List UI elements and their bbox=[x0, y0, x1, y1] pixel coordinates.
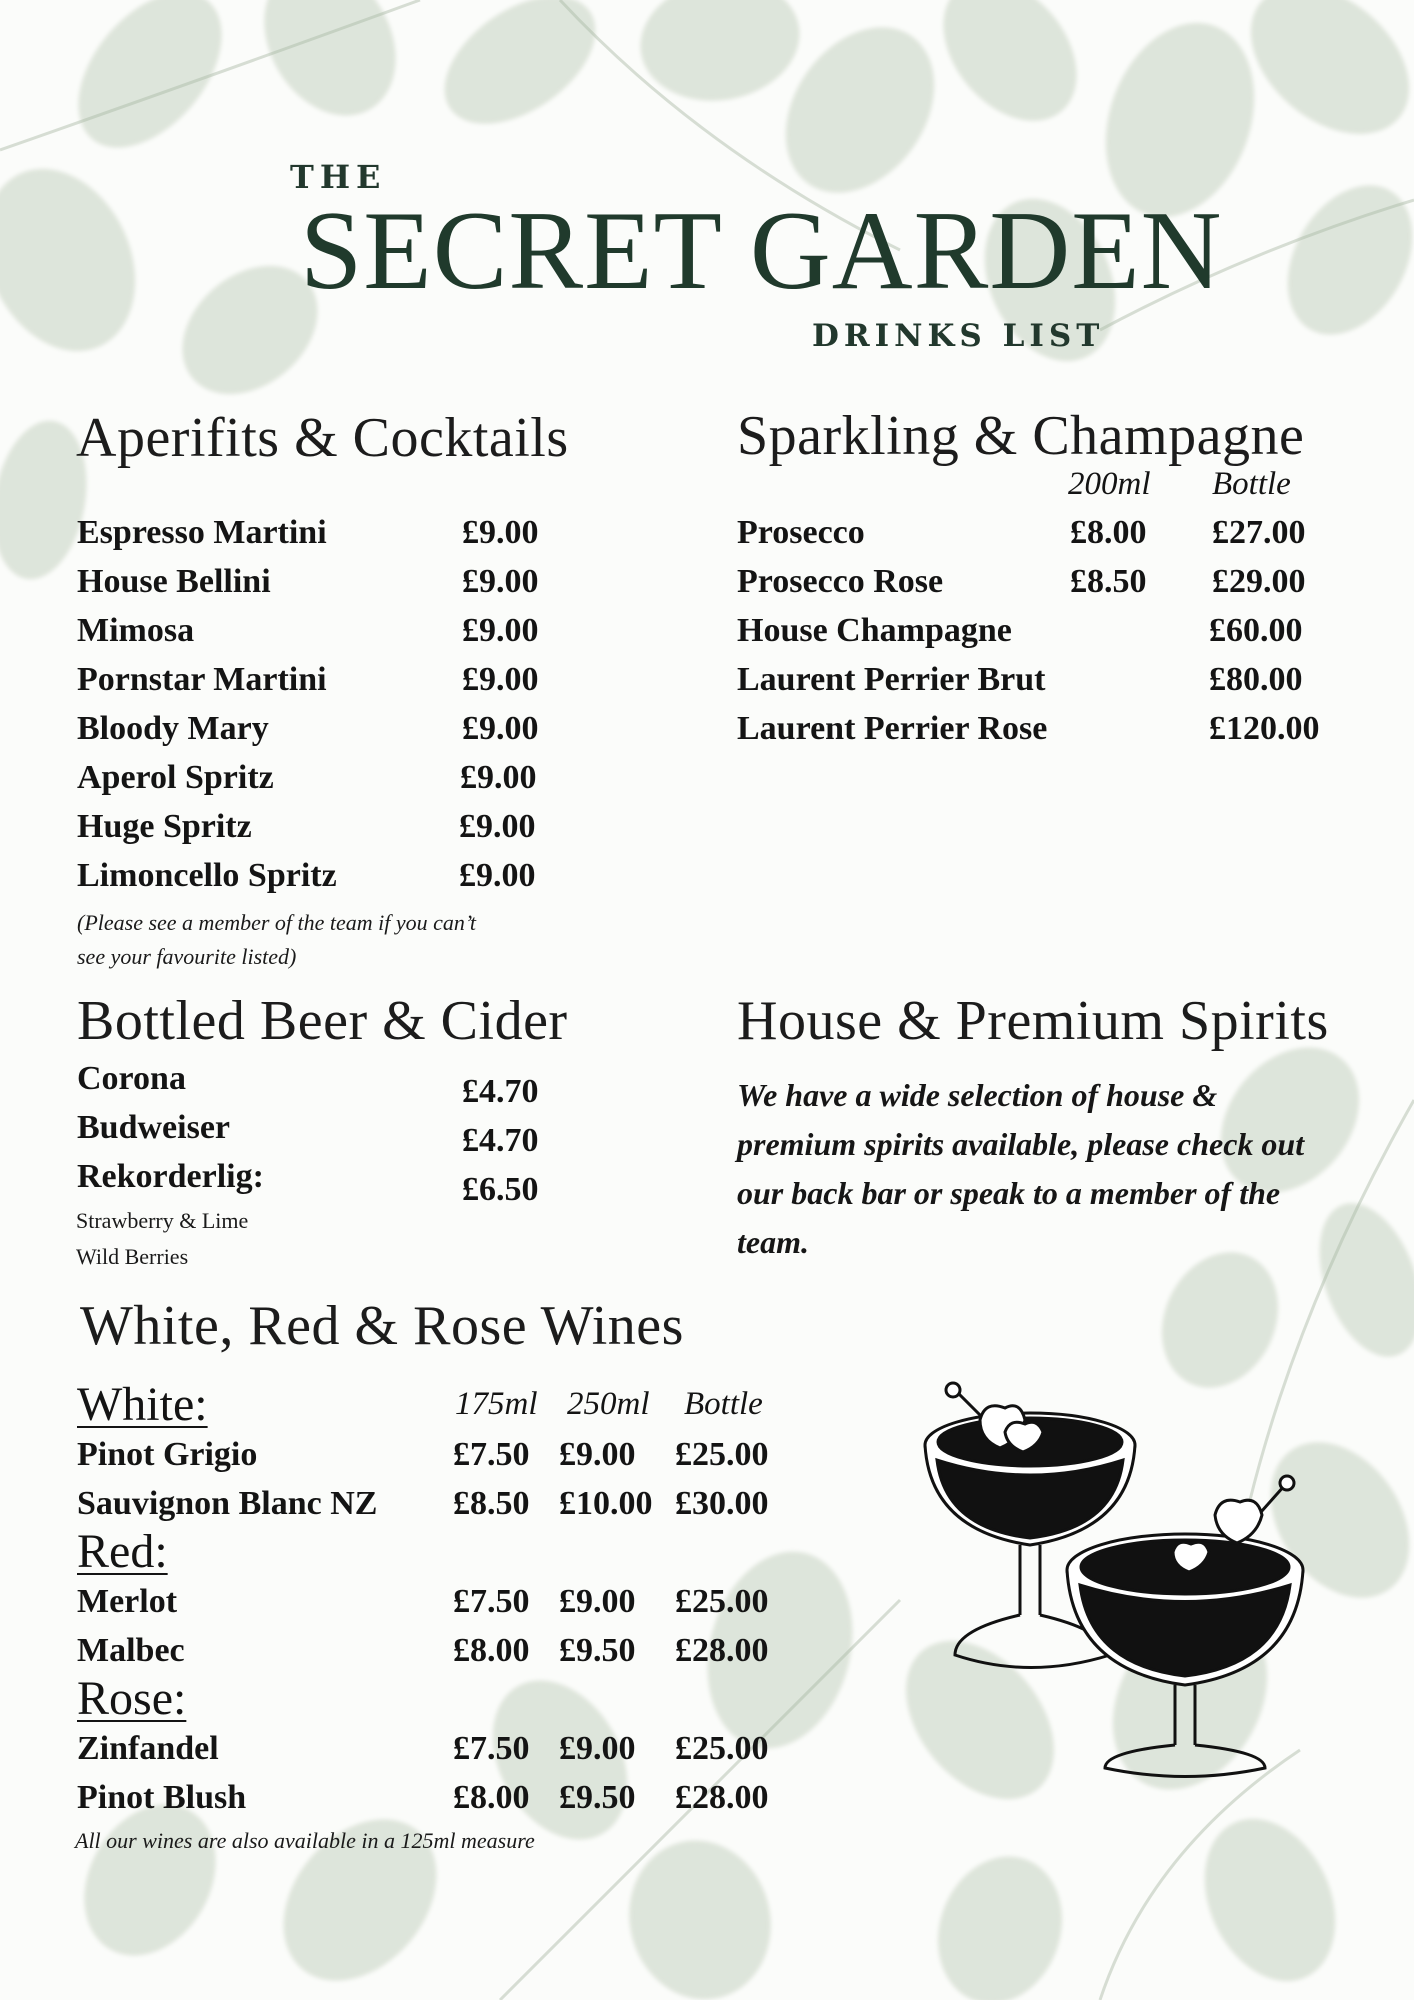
item-name: Prosecco bbox=[737, 514, 865, 551]
item-name: Pornstar Martini bbox=[77, 661, 327, 698]
wine-name: Pinot Grigio bbox=[77, 1436, 258, 1473]
item-price-bottle: £120.00 bbox=[1209, 710, 1320, 747]
price-175: £7.50 bbox=[453, 1436, 530, 1473]
aperitifs-heading: Aperifits & Cocktails bbox=[76, 407, 569, 469]
item-name: Corona bbox=[77, 1060, 186, 1097]
list-item bbox=[737, 514, 1357, 563]
table-row bbox=[77, 1436, 797, 1485]
price-bottle: £28.00 bbox=[675, 1632, 769, 1669]
item-price-bottle: £60.00 bbox=[1209, 612, 1303, 649]
wine-white-label: White: bbox=[77, 1378, 208, 1431]
list-item bbox=[77, 759, 577, 808]
item-price: £4.70 bbox=[462, 1073, 539, 1110]
item-price: £9.00 bbox=[462, 612, 539, 649]
col-175ml: 175ml bbox=[455, 1386, 538, 1422]
aperitifs-note-line2: see your favourite listed) bbox=[77, 944, 297, 969]
list-item bbox=[77, 1109, 377, 1158]
item-price: £4.70 bbox=[462, 1122, 539, 1159]
price-250: £9.50 bbox=[559, 1632, 636, 1669]
wine-name: Sauvignon Blanc NZ bbox=[77, 1485, 378, 1522]
item-name: Huge Spritz bbox=[77, 808, 252, 845]
sparkling-heading: Sparkling & Champagne bbox=[737, 405, 1305, 467]
price-175: £8.50 bbox=[453, 1485, 530, 1522]
page-title: SECRET GARDEN bbox=[300, 189, 1223, 313]
item-price: £9.00 bbox=[462, 661, 539, 698]
item-price-bottle: £29.00 bbox=[1212, 563, 1306, 600]
item-price-glass: £8.50 bbox=[1070, 563, 1147, 600]
list-item bbox=[77, 1060, 377, 1109]
cocktail-glasses-icon bbox=[915, 1380, 1315, 1780]
price-bottle: £28.00 bbox=[675, 1779, 769, 1816]
item-price: £9.00 bbox=[460, 759, 537, 796]
list-item bbox=[77, 612, 577, 661]
aperitifs-note-line1: (Please see a member of the team if you can’t bbox=[77, 910, 476, 935]
list-item bbox=[737, 563, 1357, 612]
item-price: £9.00 bbox=[462, 514, 539, 551]
item-name: Laurent Perrier Rose bbox=[737, 710, 1048, 747]
table-row bbox=[77, 1730, 797, 1779]
item-name: Bloody Mary bbox=[77, 710, 269, 747]
list-item bbox=[737, 661, 1357, 710]
list-item bbox=[77, 661, 577, 710]
price-175: £8.00 bbox=[453, 1632, 530, 1669]
item-price-bottle: £27.00 bbox=[1212, 514, 1306, 551]
price-250: £10.00 bbox=[559, 1485, 653, 1522]
price-250: £9.00 bbox=[559, 1436, 636, 1473]
item-name: Mimosa bbox=[77, 612, 195, 649]
list-item bbox=[737, 710, 1357, 759]
beer-heading: Bottled Beer & Cider bbox=[77, 990, 568, 1052]
list-item bbox=[77, 514, 577, 563]
item-name: Limoncello Spritz bbox=[77, 857, 337, 894]
table-row bbox=[77, 1779, 797, 1828]
price-250: £9.00 bbox=[559, 1583, 636, 1620]
list-item bbox=[77, 1158, 377, 1207]
table-row bbox=[77, 1583, 797, 1632]
col-bottle: Bottle bbox=[684, 1386, 763, 1422]
list-item bbox=[77, 808, 577, 857]
price-bottle: £25.00 bbox=[675, 1730, 769, 1767]
price-bottle: £30.00 bbox=[675, 1485, 769, 1522]
col-bottle: Bottle bbox=[1212, 466, 1291, 502]
spirits-description: We have a wide selection of house & premium spirits available, please check out our back bar or speak to a member of the team. bbox=[737, 1077, 1305, 1260]
item-name: Budweiser bbox=[77, 1109, 230, 1146]
wines-heading: White, Red & Rose Wines bbox=[80, 1295, 684, 1357]
flavour-item: Wild Berries bbox=[76, 1244, 189, 1269]
spirits-heading: House & Premium Spirits bbox=[737, 990, 1329, 1052]
item-price-bottle: £80.00 bbox=[1209, 661, 1303, 698]
item-price: £9.00 bbox=[462, 563, 539, 600]
header-the: THE bbox=[290, 158, 387, 196]
flavour-item: Strawberry & Lime bbox=[76, 1208, 249, 1233]
wine-name: Malbec bbox=[77, 1632, 185, 1669]
wines-note: All our wines are also available in a 125ml measure bbox=[75, 1828, 535, 1853]
price-250: £9.50 bbox=[559, 1779, 636, 1816]
item-price: £9.00 bbox=[459, 808, 536, 845]
price-175: £7.50 bbox=[453, 1583, 530, 1620]
wine-name: Zinfandel bbox=[77, 1730, 219, 1767]
item-name: Prosecco Rose bbox=[737, 563, 944, 600]
price-250: £9.00 bbox=[559, 1730, 636, 1767]
list-item bbox=[737, 612, 1357, 661]
col-200ml: 200ml bbox=[1068, 466, 1151, 502]
wine-name: Pinot Blush bbox=[77, 1779, 247, 1816]
item-name: Aperol Spritz bbox=[77, 759, 274, 796]
price-bottle: £25.00 bbox=[675, 1436, 769, 1473]
item-price: £6.50 bbox=[462, 1171, 539, 1208]
table-row bbox=[77, 1485, 797, 1534]
list-item bbox=[77, 710, 577, 759]
item-name: Espresso Martini bbox=[77, 514, 327, 551]
wine-red-label: Red: bbox=[77, 1525, 168, 1578]
item-price-glass: £8.00 bbox=[1070, 514, 1147, 551]
item-name: Laurent Perrier Brut bbox=[737, 661, 1046, 698]
col-250ml: 250ml bbox=[567, 1386, 650, 1422]
item-price: £9.00 bbox=[462, 710, 539, 747]
item-name: House Bellini bbox=[77, 563, 271, 600]
item-name: Rekorderlig: bbox=[77, 1158, 264, 1195]
page-subtitle: DRINKS LIST bbox=[812, 318, 1105, 354]
price-bottle: £25.00 bbox=[675, 1583, 769, 1620]
wine-name: Merlot bbox=[77, 1583, 178, 1620]
item-name: House Champagne bbox=[737, 612, 1012, 649]
wine-rose-label: Rose: bbox=[77, 1672, 187, 1725]
list-item bbox=[77, 563, 577, 612]
list-item bbox=[77, 857, 577, 906]
price-175: £7.50 bbox=[453, 1730, 530, 1767]
item-price: £9.00 bbox=[459, 857, 536, 894]
price-175: £8.00 bbox=[453, 1779, 530, 1816]
